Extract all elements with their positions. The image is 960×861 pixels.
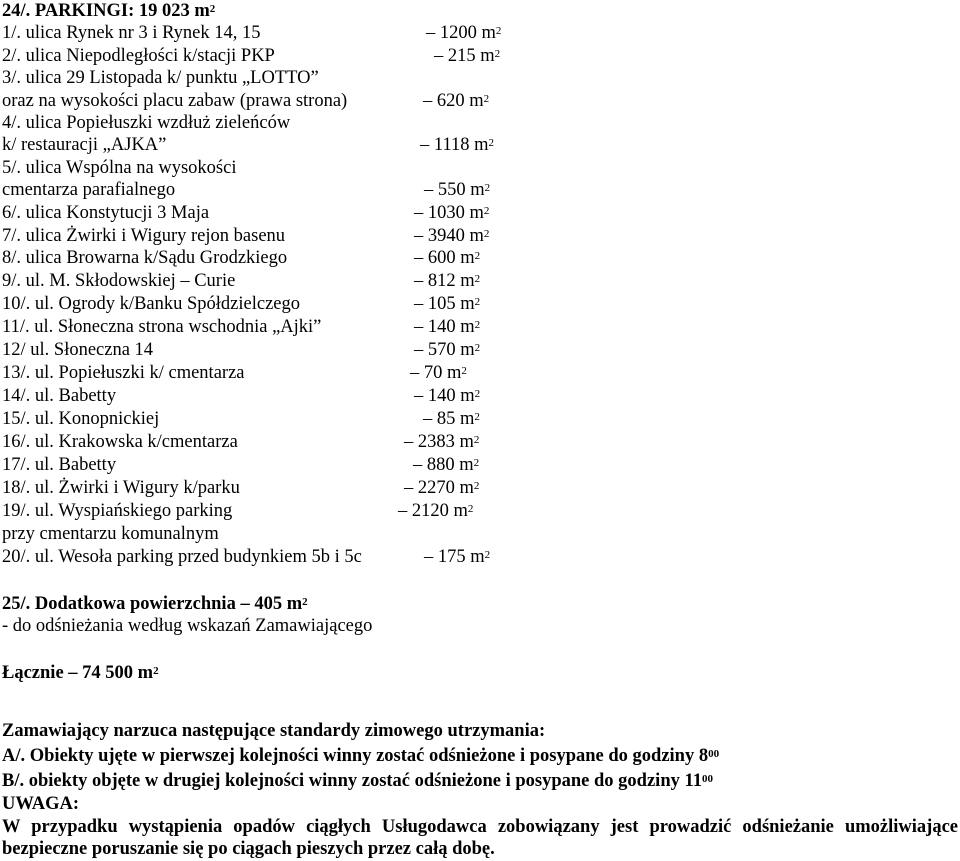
unit-superscript: 2 bbox=[209, 3, 216, 15]
item-label: 6/. ulica Konstytucji 3 Maja bbox=[2, 203, 210, 223]
extra-area-note: - do odśnieżania według wskazań Zamawiającego bbox=[2, 616, 373, 636]
warning-line-1: W przypadku wystąpienia opadów ciągłych Usługodawca zobowiązany jest prowadzić odśnieżanie umożliwiające bbox=[2, 817, 958, 837]
extra-area-title bbox=[2, 593, 308, 615]
amount-text: – 880 m bbox=[413, 455, 474, 475]
list-item bbox=[2, 157, 236, 179]
total-text: Łącznie – 74 500 m bbox=[2, 663, 154, 683]
item-amount bbox=[424, 546, 490, 568]
extra-title-text: 25/. Dodatkowa powierzchnia – 405 m bbox=[2, 594, 303, 614]
list-item bbox=[2, 316, 321, 338]
item-amount bbox=[414, 225, 489, 247]
unit-superscript: 2 bbox=[474, 388, 481, 400]
unit-superscript: 2 bbox=[302, 596, 308, 608]
parking-heading bbox=[2, 0, 215, 22]
item-amount bbox=[434, 45, 500, 67]
item-label: 7/. ulica Żwirki i Wigury rejon basenu bbox=[2, 226, 286, 246]
unit-superscript: 2 bbox=[474, 250, 481, 262]
item-label: cmentarza parafialnego bbox=[2, 180, 176, 200]
unit-superscript: 2 bbox=[488, 137, 495, 149]
item-amount bbox=[414, 316, 480, 338]
unit-superscript: 2 bbox=[474, 273, 481, 285]
standard-a-text: A/. Obiekty ujęte w pierwszej kolejności winny zostać odśnieżone i posypane do godziny 8 bbox=[2, 746, 709, 766]
unit-superscript: 2 bbox=[495, 25, 502, 37]
item-label: 2/. ulica Niepodległości k/stacji PKP bbox=[2, 46, 275, 66]
amount-text: – 70 m bbox=[410, 363, 462, 383]
amount-text: – 2120 m bbox=[398, 501, 468, 521]
list-item bbox=[2, 454, 116, 476]
item-label: 16/. ul. Krakowska k/cmentarza bbox=[2, 432, 238, 452]
amount-text: – 600 m bbox=[414, 248, 475, 268]
item-label: 8/. ulica Browarna k/Sądu Grodzkiego bbox=[2, 248, 288, 268]
item-amount bbox=[424, 179, 490, 201]
list-item bbox=[2, 500, 232, 522]
list-item bbox=[2, 90, 347, 112]
item-label: 14/. ul. Babetty bbox=[2, 386, 117, 406]
item-label: 13/. ul. Popiełuszki k/ cmentarza bbox=[2, 363, 245, 383]
item-label: 9/. ul. M. Skłodowskiej – Curie bbox=[2, 271, 236, 291]
amount-text: – 215 m bbox=[434, 46, 495, 66]
item-amount bbox=[414, 339, 480, 361]
item-label: przy cmentarzu komunalnym bbox=[2, 524, 219, 544]
unit-superscript: 2 bbox=[474, 411, 480, 423]
amount-text: – 1030 m bbox=[414, 203, 484, 223]
item-label: 15/. ul. Konopnickiej bbox=[2, 409, 160, 429]
unit-superscript: 2 bbox=[461, 365, 467, 377]
standards-intro: Zamawiający narzuca następujące standardy zimowego utrzymania: bbox=[2, 721, 546, 741]
list-item bbox=[2, 225, 285, 247]
unit-superscript: 2 bbox=[474, 342, 481, 354]
item-label: 5/. ulica Wspólna na wysokości bbox=[2, 158, 237, 178]
item-label: 10/. ul. Ogrody k/Banku Spółdzielczego bbox=[2, 294, 301, 314]
item-amount bbox=[414, 247, 480, 269]
item-amount bbox=[404, 477, 479, 499]
item-label: oraz na wysokości placu zabaw (prawa strona) bbox=[2, 91, 348, 111]
amount-text: – 2270 m bbox=[404, 478, 474, 498]
list-item bbox=[2, 431, 238, 453]
list-item bbox=[2, 546, 362, 568]
item-amount bbox=[414, 270, 480, 292]
list-item bbox=[2, 202, 209, 224]
item-label: 11/. ul. Słoneczna strona wschodnia „Ajki” bbox=[2, 317, 322, 337]
warning-label: UWAGA: bbox=[2, 794, 80, 814]
list-item bbox=[2, 477, 240, 499]
standard-a bbox=[2, 745, 719, 767]
amount-text: – 1200 m bbox=[426, 23, 496, 43]
item-amount bbox=[413, 454, 479, 476]
item-amount bbox=[426, 22, 501, 44]
list-item bbox=[2, 293, 300, 315]
amount-text: – 2383 m bbox=[404, 432, 474, 452]
amount-text: – 3940 m bbox=[414, 226, 484, 246]
hour-superscript: 00 bbox=[701, 773, 713, 785]
amount-text: – 570 m bbox=[414, 340, 475, 360]
warning-line-2: bezpieczne poruszanie się po ciągach pieszych przez całą dobę. bbox=[2, 839, 495, 859]
hour-superscript: 00 bbox=[708, 748, 720, 760]
list-item bbox=[2, 45, 275, 67]
item-amount bbox=[423, 408, 480, 430]
unit-superscript: 2 bbox=[494, 48, 501, 60]
item-label: 3/. ulica 29 Listopada k/ punktu „LOTTO” bbox=[2, 68, 319, 88]
item-label: 12/ ul. Słoneczna 14 bbox=[2, 340, 154, 360]
item-amount bbox=[398, 500, 473, 522]
list-item bbox=[2, 22, 261, 44]
amount-text: – 140 m bbox=[414, 317, 475, 337]
amount-text: – 620 m bbox=[423, 91, 484, 111]
item-amount bbox=[410, 362, 467, 384]
amount-text: – 140 m bbox=[414, 386, 475, 406]
list-item bbox=[2, 362, 245, 384]
list-item bbox=[2, 385, 116, 407]
list-item bbox=[2, 179, 175, 201]
unit-superscript: 2 bbox=[484, 182, 491, 194]
unit-superscript: 2 bbox=[483, 228, 490, 240]
unit-superscript: 2 bbox=[483, 93, 490, 105]
unit-superscript: 2 bbox=[474, 319, 481, 331]
item-label: 20/. ul. Wesoła parking przed budynkiem 5b i 5c bbox=[2, 547, 362, 567]
unit-superscript: 2 bbox=[474, 296, 481, 308]
amount-text: – 812 m bbox=[414, 271, 475, 291]
list-item bbox=[2, 247, 287, 269]
list-item bbox=[2, 408, 159, 430]
unit-superscript: 2 bbox=[467, 503, 474, 515]
standard-b-text: B/. obiekty objęte w drugiej kolejności winny zostać odśnieżone i posypane do godziny 11 bbox=[2, 771, 702, 791]
item-label: 17/. ul. Babetty bbox=[2, 455, 117, 475]
item-label: 18/. ul. Żwirki i Wigury k/parku bbox=[2, 478, 240, 498]
amount-text: – 1118 m bbox=[420, 135, 489, 155]
amount-text: – 105 m bbox=[414, 294, 475, 314]
unit-superscript: 2 bbox=[483, 205, 490, 217]
list-item bbox=[2, 270, 235, 292]
unit-superscript: 2 bbox=[473, 434, 480, 446]
amount-text: – 175 m bbox=[424, 547, 485, 567]
item-amount bbox=[414, 385, 480, 407]
unit-superscript: 2 bbox=[473, 480, 480, 492]
unit-superscript: 2 bbox=[484, 549, 491, 561]
list-item bbox=[2, 67, 319, 89]
amount-text: – 85 m bbox=[423, 409, 475, 429]
list-item bbox=[2, 134, 166, 156]
item-amount bbox=[404, 431, 479, 453]
item-amount bbox=[414, 293, 480, 315]
item-label: 4/. ulica Popiełuszki wzdłuż zieleńców bbox=[2, 113, 291, 133]
item-amount bbox=[420, 134, 494, 156]
total-area bbox=[2, 662, 159, 684]
list-item bbox=[2, 339, 153, 361]
item-label: 19/. ul. Wyspiańskiego parking bbox=[2, 501, 233, 521]
item-label: k/ restauracji „AJKA” bbox=[2, 135, 167, 155]
list-item bbox=[2, 112, 290, 134]
item-amount bbox=[414, 202, 489, 224]
amount-text: – 550 m bbox=[424, 180, 485, 200]
unit-superscript: 2 bbox=[153, 665, 159, 677]
item-label: 1/. ulica Rynek nr 3 i Rynek 14, 15 bbox=[2, 23, 261, 43]
list-item bbox=[2, 523, 219, 545]
unit-superscript: 2 bbox=[473, 457, 480, 469]
heading-text: 24/. PARKINGI: 19 023 m bbox=[2, 1, 210, 21]
standard-b bbox=[2, 770, 713, 792]
item-amount bbox=[423, 90, 489, 112]
